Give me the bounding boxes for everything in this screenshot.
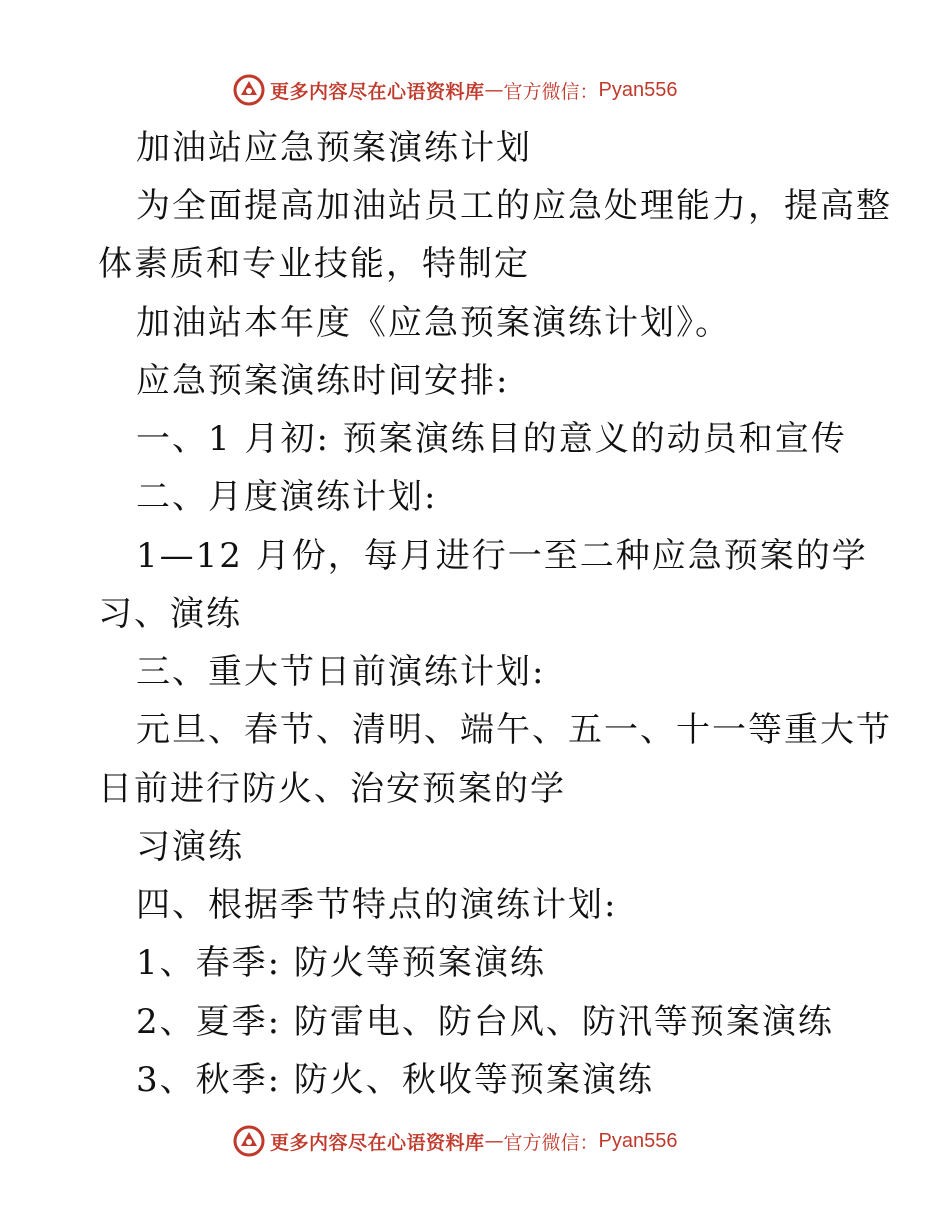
season-3: 3、秋季: 防火、秋收等预案演练: [136, 1060, 654, 1100]
brand-logo-icon: [232, 1124, 266, 1158]
item-3-line-3: 习演练: [136, 827, 244, 867]
watermark-footer: [232, 1123, 678, 1159]
watermark-wechat-label: 官方微信：: [503, 80, 599, 103]
schedule-heading: 应急预案演练时间安排:: [136, 361, 510, 401]
watermark-site-text: 更多内容尽在心语资料库: [270, 80, 485, 103]
item-2-heading: 二、月度演练计划:: [136, 477, 438, 517]
season-1: 1、春季: 防火等预案演练: [136, 943, 546, 983]
brand-logo-icon: [232, 73, 266, 107]
watermark-header: [232, 72, 678, 108]
watermark-site-text: 更多内容尽在心语资料库: [270, 1131, 485, 1154]
item-4-heading: 四、根据季节特点的演练计划:: [136, 885, 618, 925]
item-1: 一、1 月初: 预案演练目的意义的动员和宣传: [136, 419, 847, 459]
watermark-separator: —: [484, 79, 504, 101]
watermark-wechat-id: Pyan556: [598, 1129, 678, 1152]
watermark-separator: —: [484, 1130, 504, 1152]
intro-line-1: 为全面提高加油站员工的应急处理能力，提高整: [136, 186, 892, 226]
intro-line-3: 加油站本年度《应急预案演练计划》。: [136, 303, 731, 343]
item-3-line-2: 日前进行防火、治安预案的学: [98, 769, 566, 809]
season-2: 2、夏季: 防雷电、防台风、防汛等预案演练: [136, 1002, 834, 1042]
item-2-line-1: 1—12 月份，每月进行一至二种应急预案的学: [136, 536, 868, 576]
intro-line-2: 体素质和专业技能，特制定: [98, 244, 530, 284]
document-title: 加油站应急预案演练计划: [136, 128, 532, 168]
watermark-wechat-label: 官方微信：: [503, 1131, 599, 1154]
item-3-line-1: 元旦、春节、清明、端午、五一、十一等重大节: [136, 710, 892, 750]
item-2-line-2: 习、演练: [98, 594, 242, 634]
item-3-heading: 三、重大节日前演练计划:: [136, 652, 546, 692]
watermark-wechat-id: Pyan556: [598, 78, 678, 101]
